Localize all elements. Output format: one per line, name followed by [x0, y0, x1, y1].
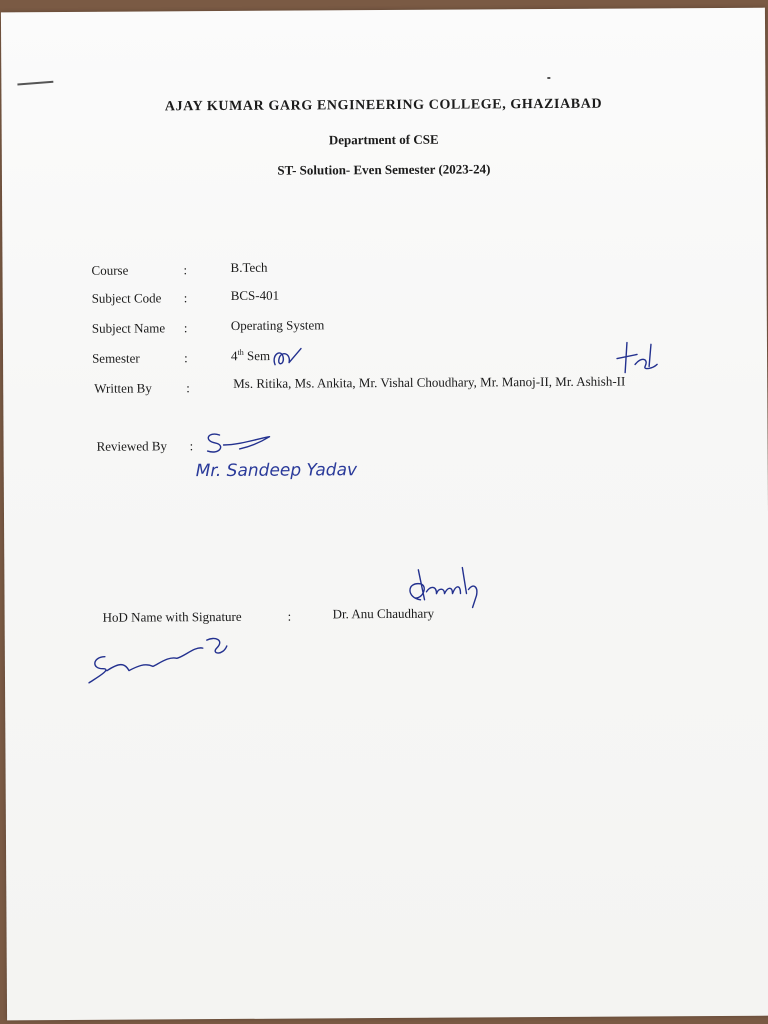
- subject-name-colon: :: [183, 320, 188, 336]
- subject-name-value: Operating System: [230, 317, 325, 333]
- subject-code-label: Subject Code: [91, 290, 162, 306]
- semester-word: Sem: [243, 348, 271, 364]
- reviewer-handwritten-name: Mr. Sandeep Yadav: [195, 460, 358, 482]
- hod-colon: :: [287, 608, 292, 624]
- semester-suffix: th: [237, 347, 244, 357]
- course-colon: :: [183, 262, 188, 278]
- initials-signature-2: [613, 338, 663, 378]
- semester-colon: :: [183, 350, 188, 366]
- hod-signature: [400, 559, 490, 610]
- reviewed-by-colon: :: [189, 438, 194, 454]
- course-value: B.Tech: [230, 259, 268, 275]
- hod-label: HoD Name with Signature: [102, 608, 242, 625]
- bottom-left-signature: [85, 626, 235, 687]
- written-by-label: Written By: [94, 380, 152, 396]
- initials-signature-1: [269, 342, 319, 378]
- document-page: [1, 8, 768, 1021]
- written-by-value: Ms. Ritika, Ms. Ankita, Mr. Vishal Choudhary, Mr. Manoj-II, Mr. Ashish-II: [233, 373, 626, 391]
- subject-code-value: BCS-401: [230, 287, 280, 303]
- department-name: Department of CSE: [328, 131, 439, 148]
- written-by-colon: :: [186, 380, 190, 396]
- pencil-mark: [17, 81, 53, 85]
- reviewer-signature: [199, 425, 279, 459]
- hod-name: Dr. Anu Chaudhary: [332, 605, 435, 622]
- document-title: ST- Solution- Even Semester (2023-24): [277, 161, 491, 178]
- subject-name-label: Subject Name: [91, 320, 166, 336]
- course-label: Course: [91, 262, 129, 278]
- reviewed-by-label: Reviewed By: [96, 438, 168, 454]
- semester-label: Semester: [91, 350, 140, 366]
- subject-code-colon: :: [183, 290, 188, 306]
- semester-number: 4: [230, 348, 238, 364]
- college-name: AJAY KUMAR GARG ENGINEERING COLLEGE, GHAZIABAD: [164, 96, 603, 115]
- semester-value: [231, 348, 270, 365]
- dot-mark: [547, 77, 550, 79]
